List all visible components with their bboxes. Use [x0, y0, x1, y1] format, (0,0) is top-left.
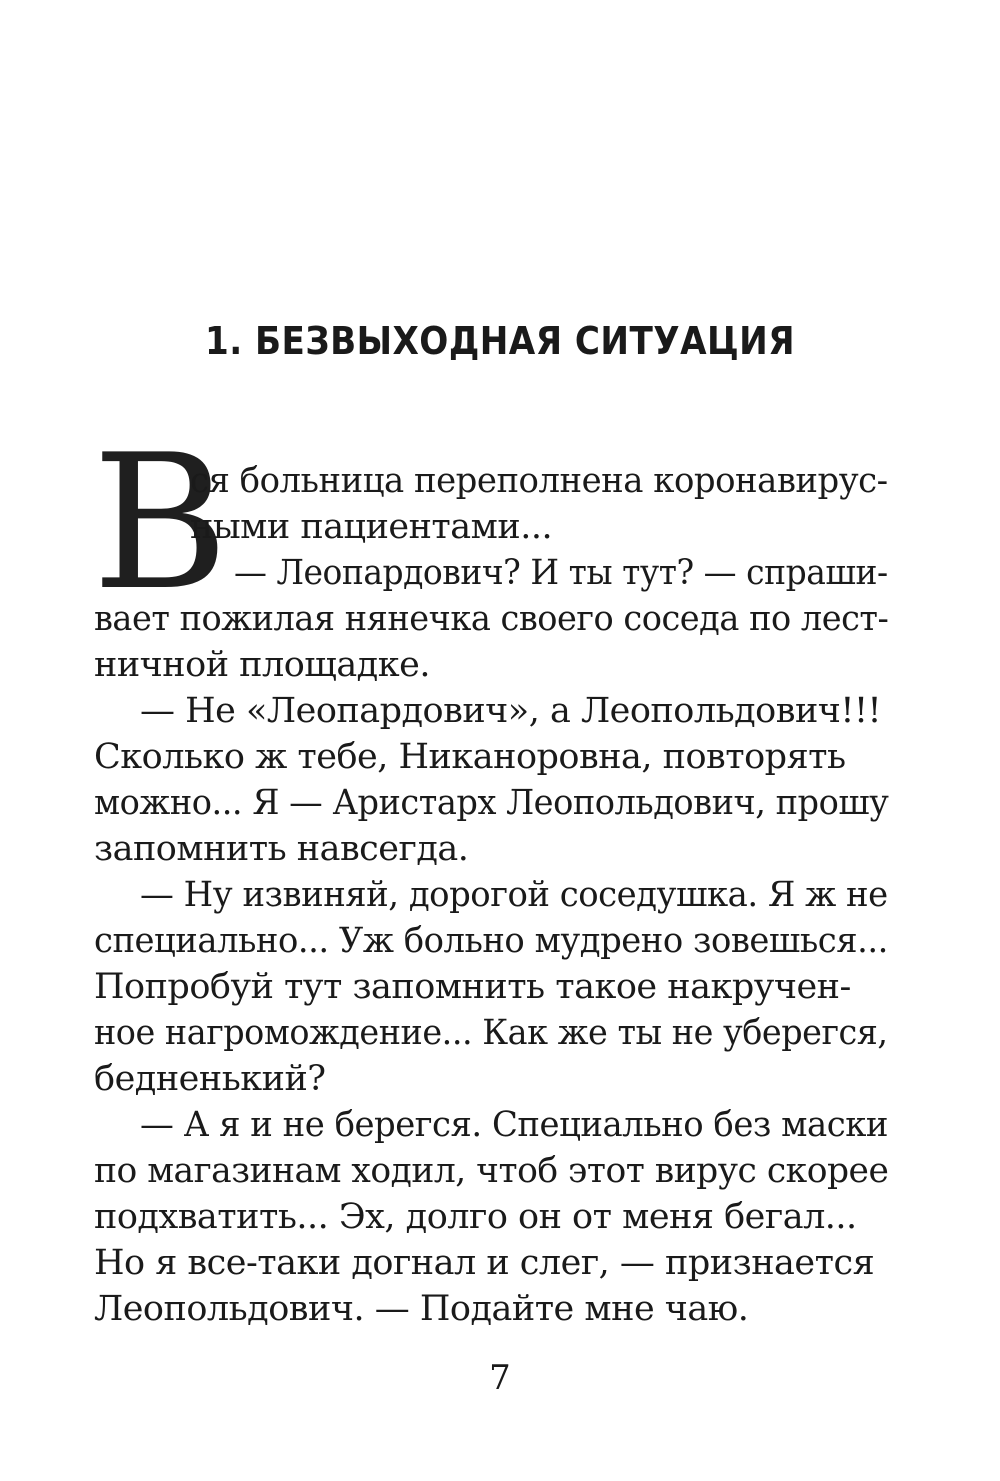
text-line: можно... Я — Аристарх Леопольдович, прошу	[94, 783, 889, 823]
text-line: по магазинам ходил, чтоб этот вирус скорее	[94, 1151, 889, 1191]
text-line: — Леопардович? И ты тут? — спраши-	[234, 553, 888, 593]
text-line: — Не «Леопардович», а Леопольдович!!!	[140, 691, 882, 731]
text-line: Сколько ж тебе, Никаноровна, повторять	[94, 737, 846, 777]
text-line: ничной площадке.	[94, 645, 430, 685]
text-line: Попробуй тут запомнить такое накручен-	[94, 967, 851, 1007]
text-line: ся больница переполнена коронавирус-	[190, 461, 888, 501]
text-line: — Ну извиняй, дорогой соседушка. Я ж не	[140, 875, 888, 915]
text-line: специально... Уж больно мудрено зовешься...	[94, 921, 888, 961]
text-line: запомнить навсегда.	[94, 829, 469, 869]
text-line: Леопольдович. — Подайте мне чаю.	[94, 1289, 749, 1329]
text-line: Но я все-таки догнал и слег, — признается	[94, 1243, 875, 1283]
chapter-title: 1. БЕЗВЫХОДНАЯ СИТУАЦИЯ	[204, 319, 796, 363]
text-line: — А я и не берегся. Специально без маски	[140, 1105, 888, 1145]
text-line: подхватить... Эх, долго он от меня бегал...	[94, 1197, 857, 1237]
text-line: бедненький?	[94, 1059, 326, 1099]
drop-cap: В	[92, 414, 229, 631]
text-line: вает пожилая нянечка своего соседа по лест-	[94, 599, 889, 639]
page-number: 7	[489, 1358, 511, 1398]
text-line: ными пациентами...	[190, 507, 553, 547]
text-line: ное нагромождение... Как же ты не уберегся,	[94, 1013, 888, 1053]
